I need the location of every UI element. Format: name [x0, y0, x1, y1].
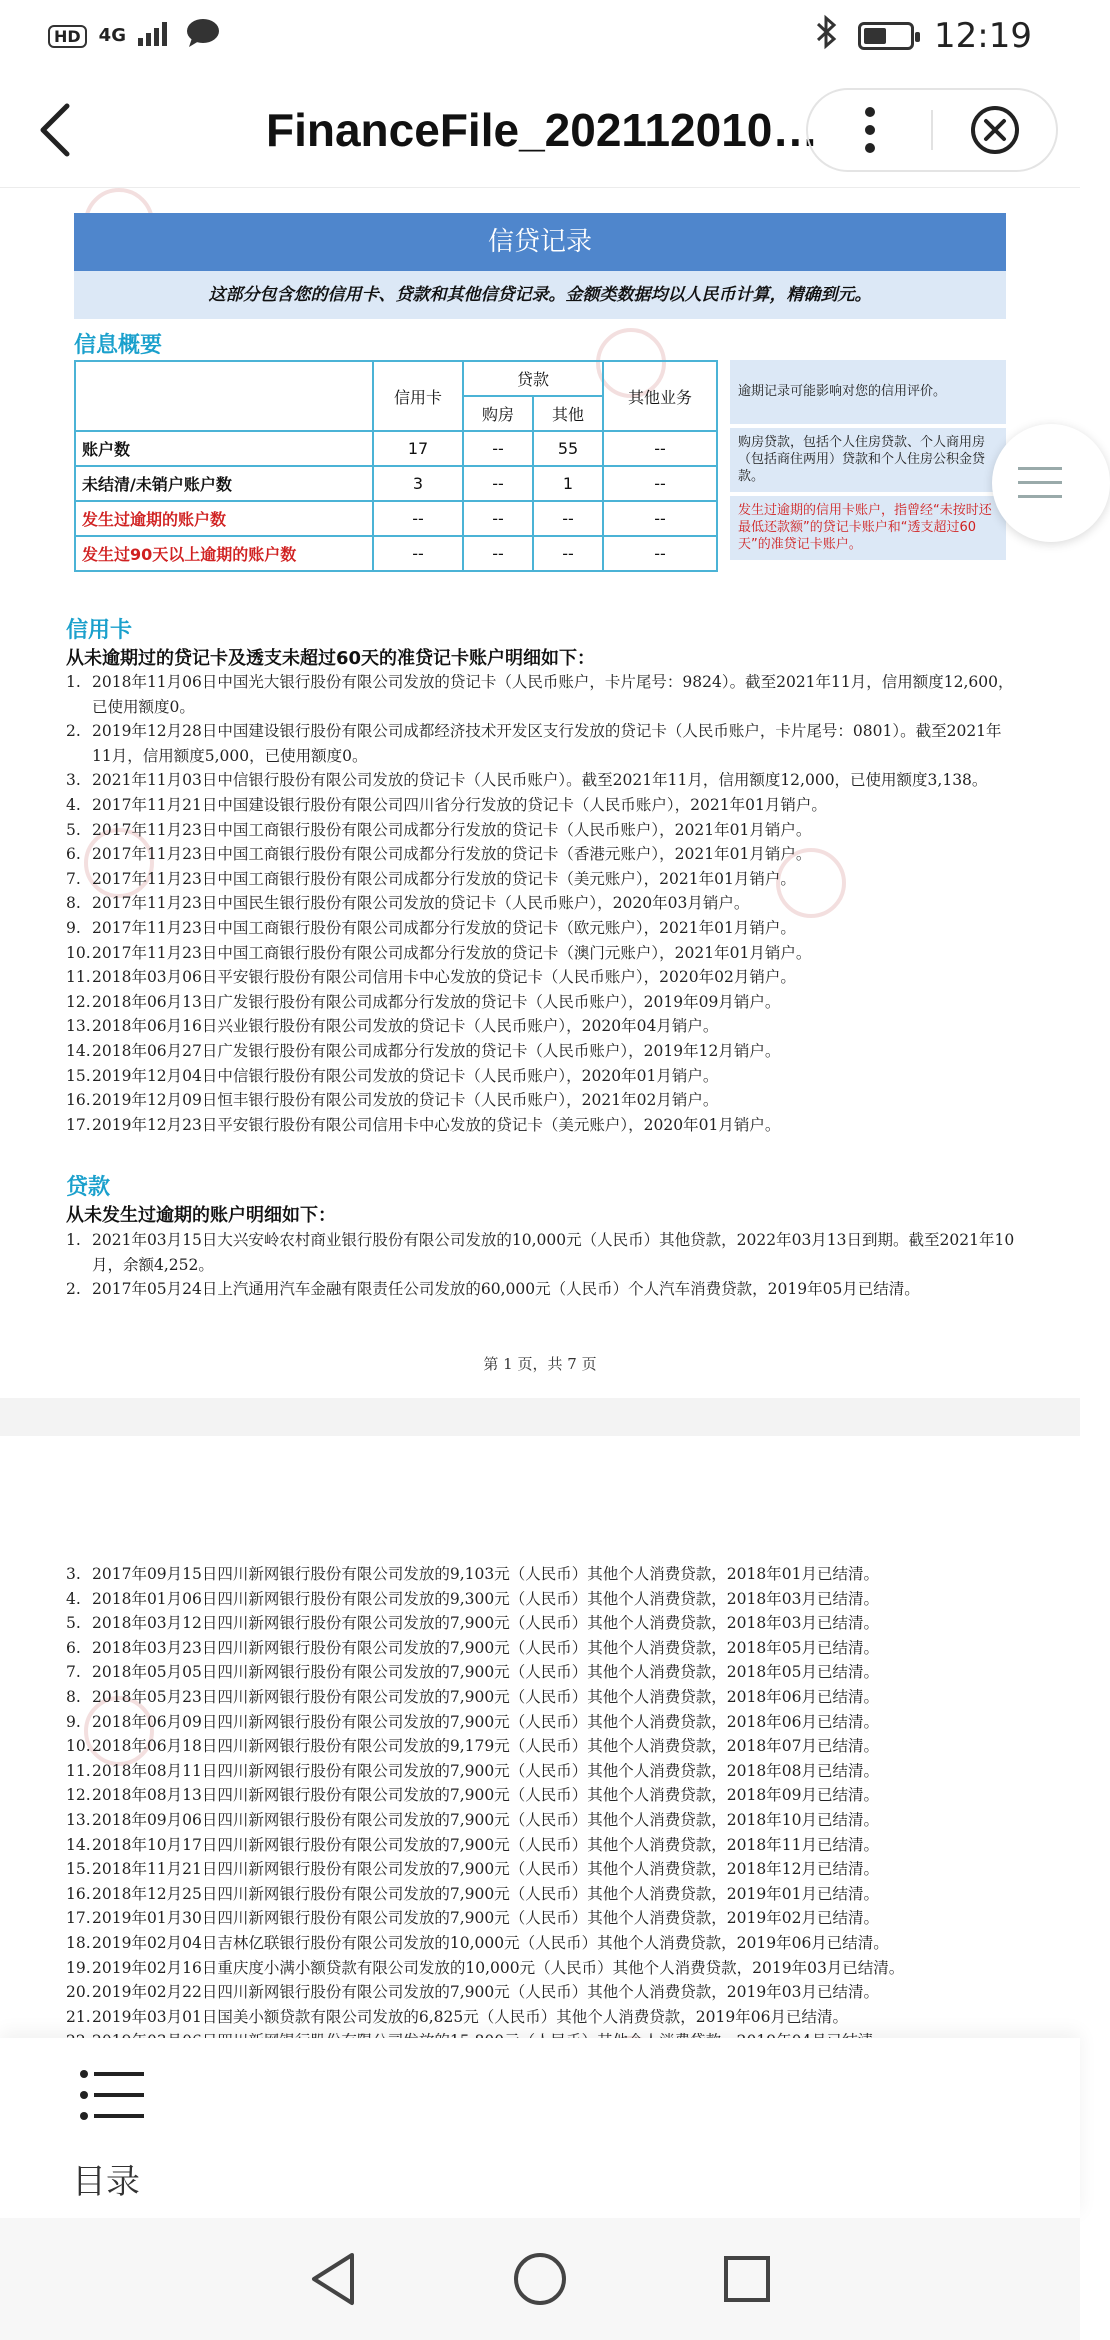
list-item [66, 818, 1016, 843]
list-item-text: 2018年12月25日四川新网银行股份有限公司发放的7,900元（人民币）其他个人消费贷款，2019年01月已结清。 [92, 1884, 879, 1903]
list-item [66, 768, 1016, 793]
toc-bar [0, 2038, 1080, 2218]
credit-card-list [66, 670, 1016, 1137]
section-subbanner: 这部分包含您的信用卡、贷款和其他信贷记录。金额类数据均以人民币计算，精确到元。 [74, 271, 1006, 319]
list-item-number: 7. [66, 869, 81, 888]
list-item-number: 1. [66, 673, 81, 691]
hd-badge: HD [48, 25, 87, 48]
list-item-text: 2018年11月21日四川新网银行股份有限公司发放的7,900元（人民币）其他个人消费贷款，2018年12月已结清。 [92, 1860, 879, 1879]
list-item-number: 8. [66, 1687, 81, 1706]
overview-table [74, 360, 718, 572]
list-item-text: 2017年05月24日上汽通用汽车金融有限责任公司发放的60,000元（人民币）个人汽车消费贷款，2019年05月已结清。 [92, 1280, 920, 1299]
list-icon [80, 2070, 144, 2120]
list-item-text: 2019年03月01日国美小额贷款有限公司发放的6,825元（人民币）其他个人消费贷款，2019年06月已结清。 [92, 2007, 848, 2026]
list-item-text: 2019年02月22日四川新网银行股份有限公司发放的7,900元（人民币）其他个人消费贷款，2019年03月已结清。 [92, 1983, 879, 2002]
list-item-number: 3. [66, 1565, 81, 1583]
list-item [66, 1228, 1016, 1277]
chat-bubble-icon [186, 18, 220, 54]
list-item-text: 2017年09月15日四川新网银行股份有限公司发放的9,103元（人民币）其他个人消费贷款，2018年01月已结清。 [92, 1565, 879, 1583]
row-label: 账户数 [75, 431, 373, 466]
list-item-text: 2019年12月04日中信银行股份有限公司发放的贷记卡（人民币账户），2020年01月销户。 [92, 1066, 719, 1085]
cell-value: -- [603, 466, 717, 501]
col-header-other-business: 其他业务 [603, 361, 717, 431]
list-item-text: 2018年03月12日四川新网银行股份有限公司发放的7,900元（人民币）其他个人消费贷款，2018年03月已结清。 [92, 1614, 879, 1633]
list-item [66, 965, 1016, 990]
list-item-text: 2018年05月23日四川新网银行股份有限公司发放的7,900元（人民币）其他个人消费贷款，2018年06月已结清。 [92, 1687, 879, 1706]
nav-back-button[interactable] [288, 2234, 378, 2324]
list-item-number: 2. [66, 722, 81, 741]
clock: 12:19 [934, 16, 1032, 56]
list-item-number: 13. [66, 1810, 91, 1829]
list-item-number: 20. [66, 1983, 91, 2002]
list-item-number: 2. [66, 1280, 81, 1299]
list-item-text: 2017年11月23日中国工商银行股份有限公司成都分行发放的贷记卡（美元账户），2021年01月销户。 [92, 869, 796, 888]
overview-heading: 信息概要 [74, 333, 163, 358]
network-type: 4G [98, 25, 126, 46]
list-item-number: 11. [66, 968, 91, 987]
cell-value: 55 [533, 431, 603, 466]
list-item-text: 2018年06月09日四川新网银行股份有限公司发放的7,900元（人民币）其他个人消费贷款，2018年06月已结清。 [92, 1712, 879, 1731]
list-item-number: 15. [66, 1860, 91, 1879]
status-bar [0, 0, 1080, 72]
cell-value: -- [533, 501, 603, 536]
close-button[interactable] [933, 90, 1056, 170]
bluetooth-icon [816, 15, 838, 58]
list-item-text: 2019年12月28日中国建设银行股份有限公司成都经济技术开发区支行发放的贷记卡（人民币账户，卡片尾号：0801）。截至2021年11月，信用额度5,000，已使用额度0。 [92, 722, 1002, 765]
more-button[interactable] [808, 90, 931, 170]
list-item [66, 1980, 1016, 2005]
list-item-text: 2018年08月13日四川新网银行股份有限公司发放的7,900元（人民币）其他个人消费贷款，2018年09月已结清。 [92, 1786, 879, 1805]
list-item [66, 916, 1016, 941]
list-item [66, 1931, 1016, 1956]
document-title: FinanceFile_202112010… [266, 103, 819, 156]
list-item-number: 5. [66, 1614, 81, 1633]
list-item-number: 3. [66, 771, 81, 790]
list-item [66, 1833, 1016, 1858]
note: 购房贷款，包括个人住房贷款、个人商用房（包括商住两用）贷款和个人住房公积金贷款。 [730, 428, 1006, 492]
list-item-number: 18. [66, 1933, 91, 1952]
list-item [66, 2005, 1016, 2030]
loan-heading: 贷款 [66, 1175, 111, 1200]
list-item [66, 793, 1016, 818]
list-item-number: 1. [66, 1231, 81, 1249]
toc-label: 目录 [72, 2162, 140, 2202]
list-item-number: 16. [66, 1884, 91, 1903]
list-item-text: 2017年11月23日中国民生银行股份有限公司发放的贷记卡（人民币账户），2020年03月销户。 [92, 894, 750, 913]
cell-value: -- [463, 536, 533, 571]
table-row [75, 501, 717, 536]
cell-value: -- [373, 501, 463, 536]
list-item-text: 2017年11月23日中国工商银行股份有限公司成都分行发放的贷记卡（香港元账户），2021年01月销户。 [92, 845, 812, 864]
loan-list [66, 1228, 1016, 1302]
list-item-number: 6. [66, 845, 81, 864]
list-item-number: 14. [66, 1041, 91, 1060]
list-item [66, 1587, 1016, 1612]
list-item-text: 2018年03月23日四川新网银行股份有限公司发放的7,900元（人民币）其他个人消费贷款，2018年05月已结清。 [92, 1638, 879, 1657]
list-item-text: 2018年06月18日四川新网银行股份有限公司发放的9,179元（人民币）其他个人消费贷款，2018年07月已结清。 [92, 1737, 879, 1756]
list-item [66, 1956, 1016, 1981]
list-item-text: 2019年12月23日平安银行股份有限公司信用卡中心发放的贷记卡（美元账户），2020年01月销户。 [92, 1115, 781, 1134]
list-item [66, 891, 1016, 916]
back-button[interactable] [0, 72, 110, 188]
document-viewer[interactable] [0, 188, 1080, 2038]
list-item-text: 2017年11月21日中国建设银行股份有限公司四川省分行发放的贷记卡（人民币账户），2021年01月销户。 [92, 795, 827, 814]
cell-value: -- [373, 536, 463, 571]
system-nav-bar [0, 2218, 1080, 2340]
more-vertical-icon [864, 106, 876, 154]
list-item-number: 19. [66, 1958, 91, 1977]
list-item-number: 12. [66, 992, 91, 1011]
list-item-number: 4. [66, 795, 81, 814]
list-item [66, 1685, 1016, 1710]
col-header-loan: 贷款 [463, 361, 603, 396]
page-2 [0, 1436, 1080, 2136]
toc-button[interactable] [68, 2062, 188, 2202]
list-item-number: 9. [66, 1712, 81, 1731]
cell-value: -- [533, 536, 603, 571]
list-item-text: 2019年02月04日吉林亿联银行股份有限公司发放的10,000元（人民币）其他个人消费贷款，2019年06月已结清。 [92, 1933, 889, 1952]
list-item-text: 2021年11月03日中信银行股份有限公司发放的贷记卡（人民币账户）。截至2021年11月，信用额度12,000，已使用额度3,138。 [92, 771, 988, 790]
list-item [66, 1636, 1016, 1661]
list-item-number: 12. [66, 1786, 91, 1805]
list-item [66, 990, 1016, 1015]
list-item-number: 9. [66, 918, 81, 937]
col-header-other: 其他 [533, 396, 603, 431]
cell-value: -- [603, 536, 717, 571]
col-header-house: 购房 [463, 396, 533, 431]
signal-icon [138, 20, 174, 52]
list-item-text: 2017年11月23日中国工商银行股份有限公司成都分行发放的贷记卡（人民币账户），2021年01月销户。 [92, 820, 812, 839]
loan-subheading: 从未发生过逾期的账户明细如下： [66, 1205, 336, 1226]
nav-home-button[interactable] [495, 2234, 585, 2324]
battery-icon [858, 22, 914, 50]
miniapp-capsule [806, 88, 1058, 172]
list-item [66, 1808, 1016, 1833]
triangle-back-icon [308, 2251, 358, 2307]
list-item [66, 1562, 1016, 1587]
row-label: 发生过90天以上逾期的账户数 [75, 536, 373, 571]
list-item [66, 1759, 1016, 1784]
page-1 [0, 188, 1080, 1398]
list-item-number: 13. [66, 1017, 91, 1036]
list-item [66, 670, 1016, 719]
cell-value: 3 [373, 466, 463, 501]
list-item [66, 1882, 1016, 1907]
list-item-text: 2019年02月16日重庆度小满小额贷款有限公司发放的10,000元（人民币）其他个人消费贷款，2019年03月已结清。 [92, 1958, 905, 1977]
list-item-number: 10. [66, 943, 91, 962]
list-item-text: 2018年11月06日中国光大银行股份有限公司发放的贷记卡（人民币账户，卡片尾号：9824）。截至2021年11月，信用额度12,600，已使用额度0。 [92, 673, 1014, 716]
table-row [75, 536, 717, 571]
page-gap [0, 1398, 1080, 1436]
notes-panel [730, 360, 1006, 564]
list-item [66, 842, 1016, 867]
table-corner [75, 361, 373, 431]
list-item [66, 1857, 1016, 1882]
list-item [66, 867, 1016, 892]
list-item-text: 2017年11月23日中国工商银行股份有限公司成都分行发放的贷记卡（澳门元账户），2021年01月销户。 [92, 943, 812, 962]
list-item-number: 16. [66, 1091, 91, 1110]
list-item [66, 1783, 1016, 1808]
list-item-number: 8. [66, 894, 81, 913]
row-label: 未结清/未销户账户数 [75, 466, 373, 501]
list-item-text: 2018年08月11日四川新网银行股份有限公司发放的7,900元（人民币）其他个人消费贷款，2018年08月已结清。 [92, 1761, 879, 1780]
list-item-text: 2019年01月30日四川新网银行股份有限公司发放的7,900元（人民币）其他个人消费贷款，2019年02月已结清。 [92, 1909, 879, 1928]
section-banner: 信贷记录 [74, 213, 1006, 271]
cell-value: -- [603, 501, 717, 536]
list-item [66, 1277, 1016, 1302]
note: 发生过逾期的信用卡账户，指曾经“未按时还最低还款额”的贷记卡账户和“透支超过60天”的准贷记卡账户。 [730, 496, 1006, 560]
list-item [66, 1014, 1016, 1039]
list-item-number: 17. [66, 1909, 91, 1928]
list-item-text: 2019年12月09日恒丰银行股份有限公司发放的贷记卡（人民币账户），2021年02月销户。 [92, 1091, 719, 1110]
list-item-text: 2017年11月23日中国工商银行股份有限公司成都分行发放的贷记卡（欧元账户），2021年01月销户。 [92, 918, 796, 937]
list-item-text: 2018年03月06日平安银行股份有限公司信用卡中心发放的贷记卡（人民币账户），2020年02月销户。 [92, 968, 796, 987]
chevron-left-icon [35, 102, 75, 158]
list-item-number: 21. [66, 2007, 91, 2026]
list-item [66, 941, 1016, 966]
list-item [66, 1734, 1016, 1759]
list-item-text: 2018年05月05日四川新网银行股份有限公司发放的7,900元（人民币）其他个人消费贷款，2018年05月已结清。 [92, 1663, 879, 1682]
list-item [66, 1906, 1016, 1931]
list-item-number: 7. [66, 1663, 81, 1682]
list-item-text: 2018年06月16日兴业银行股份有限公司发放的贷记卡（人民币账户），2020年04月销户。 [92, 1017, 719, 1036]
list-item [66, 719, 1016, 768]
list-item-number: 10. [66, 1737, 91, 1756]
side-drawer-handle[interactable] [992, 424, 1110, 542]
row-label: 发生过逾期的账户数 [75, 501, 373, 536]
title-bar [0, 72, 1080, 188]
list-item-text: 2018年09月06日四川新网银行股份有限公司发放的7,900元（人民币）其他个人消费贷款，2018年10月已结清。 [92, 1810, 879, 1829]
circle-home-icon [512, 2251, 568, 2307]
nav-recents-button[interactable] [702, 2234, 792, 2324]
list-item-number: 17. [66, 1115, 91, 1134]
list-item-number: 14. [66, 1835, 91, 1854]
close-circle-icon [969, 104, 1021, 156]
col-header-credit: 信用卡 [373, 361, 463, 431]
list-item-text: 2018年10月17日四川新网银行股份有限公司发放的7,900元（人民币）其他个人消费贷款，2018年11月已结清。 [92, 1835, 879, 1854]
battery-level [864, 28, 886, 44]
page-number: 第 1 页，共 7 页 [483, 1355, 597, 1373]
note: 逾期记录可能影响对您的信用评价。 [730, 360, 1006, 424]
list-item [66, 1088, 1016, 1113]
menu-lines-icon [1018, 465, 1062, 501]
credit-card-subheading: 从未逾期过的贷记卡及透支未超过60天的准贷记卡账户明细如下： [66, 648, 596, 669]
square-recents-icon [722, 2254, 772, 2304]
list-item-text: 2018年06月27日广发银行股份有限公司成都分行发放的贷记卡（人民币账户），2019年12月销户。 [92, 1041, 781, 1060]
list-item-text: 2018年06月13日广发银行股份有限公司成都分行发放的贷记卡（人民币账户），2019年09月销户。 [92, 992, 781, 1011]
list-item-number: 4. [66, 1589, 81, 1608]
credit-card-heading: 信用卡 [66, 618, 133, 643]
cell-value: 17 [373, 431, 463, 466]
list-item-number: 11. [66, 1761, 91, 1780]
list-item [66, 1039, 1016, 1064]
cell-value: -- [603, 431, 717, 466]
list-item [66, 1710, 1016, 1735]
list-item [66, 1113, 1016, 1138]
list-item-text: 2018年01月06日四川新网银行股份有限公司发放的9,300元（人民币）其他个人消费贷款，2018年03月已结清。 [92, 1589, 879, 1608]
list-item-number: 5. [66, 820, 81, 839]
list-item-number: 15. [66, 1066, 91, 1085]
table-row [75, 466, 717, 501]
cell-value: 1 [533, 466, 603, 501]
table-row [75, 431, 717, 466]
list-item [66, 1660, 1016, 1685]
list-item-text: 2021年03月15日大兴安岭农村商业银行股份有限公司发放的10,000元（人民币）其他贷款，2022年03月13日到期。截至2021年10月，余额4,252。 [92, 1231, 1015, 1274]
cell-value: -- [463, 501, 533, 536]
list-item-number: 6. [66, 1638, 81, 1657]
list-item [66, 1611, 1016, 1636]
cell-value: -- [463, 431, 533, 466]
list-item [66, 1064, 1016, 1089]
cell-value: -- [463, 466, 533, 501]
